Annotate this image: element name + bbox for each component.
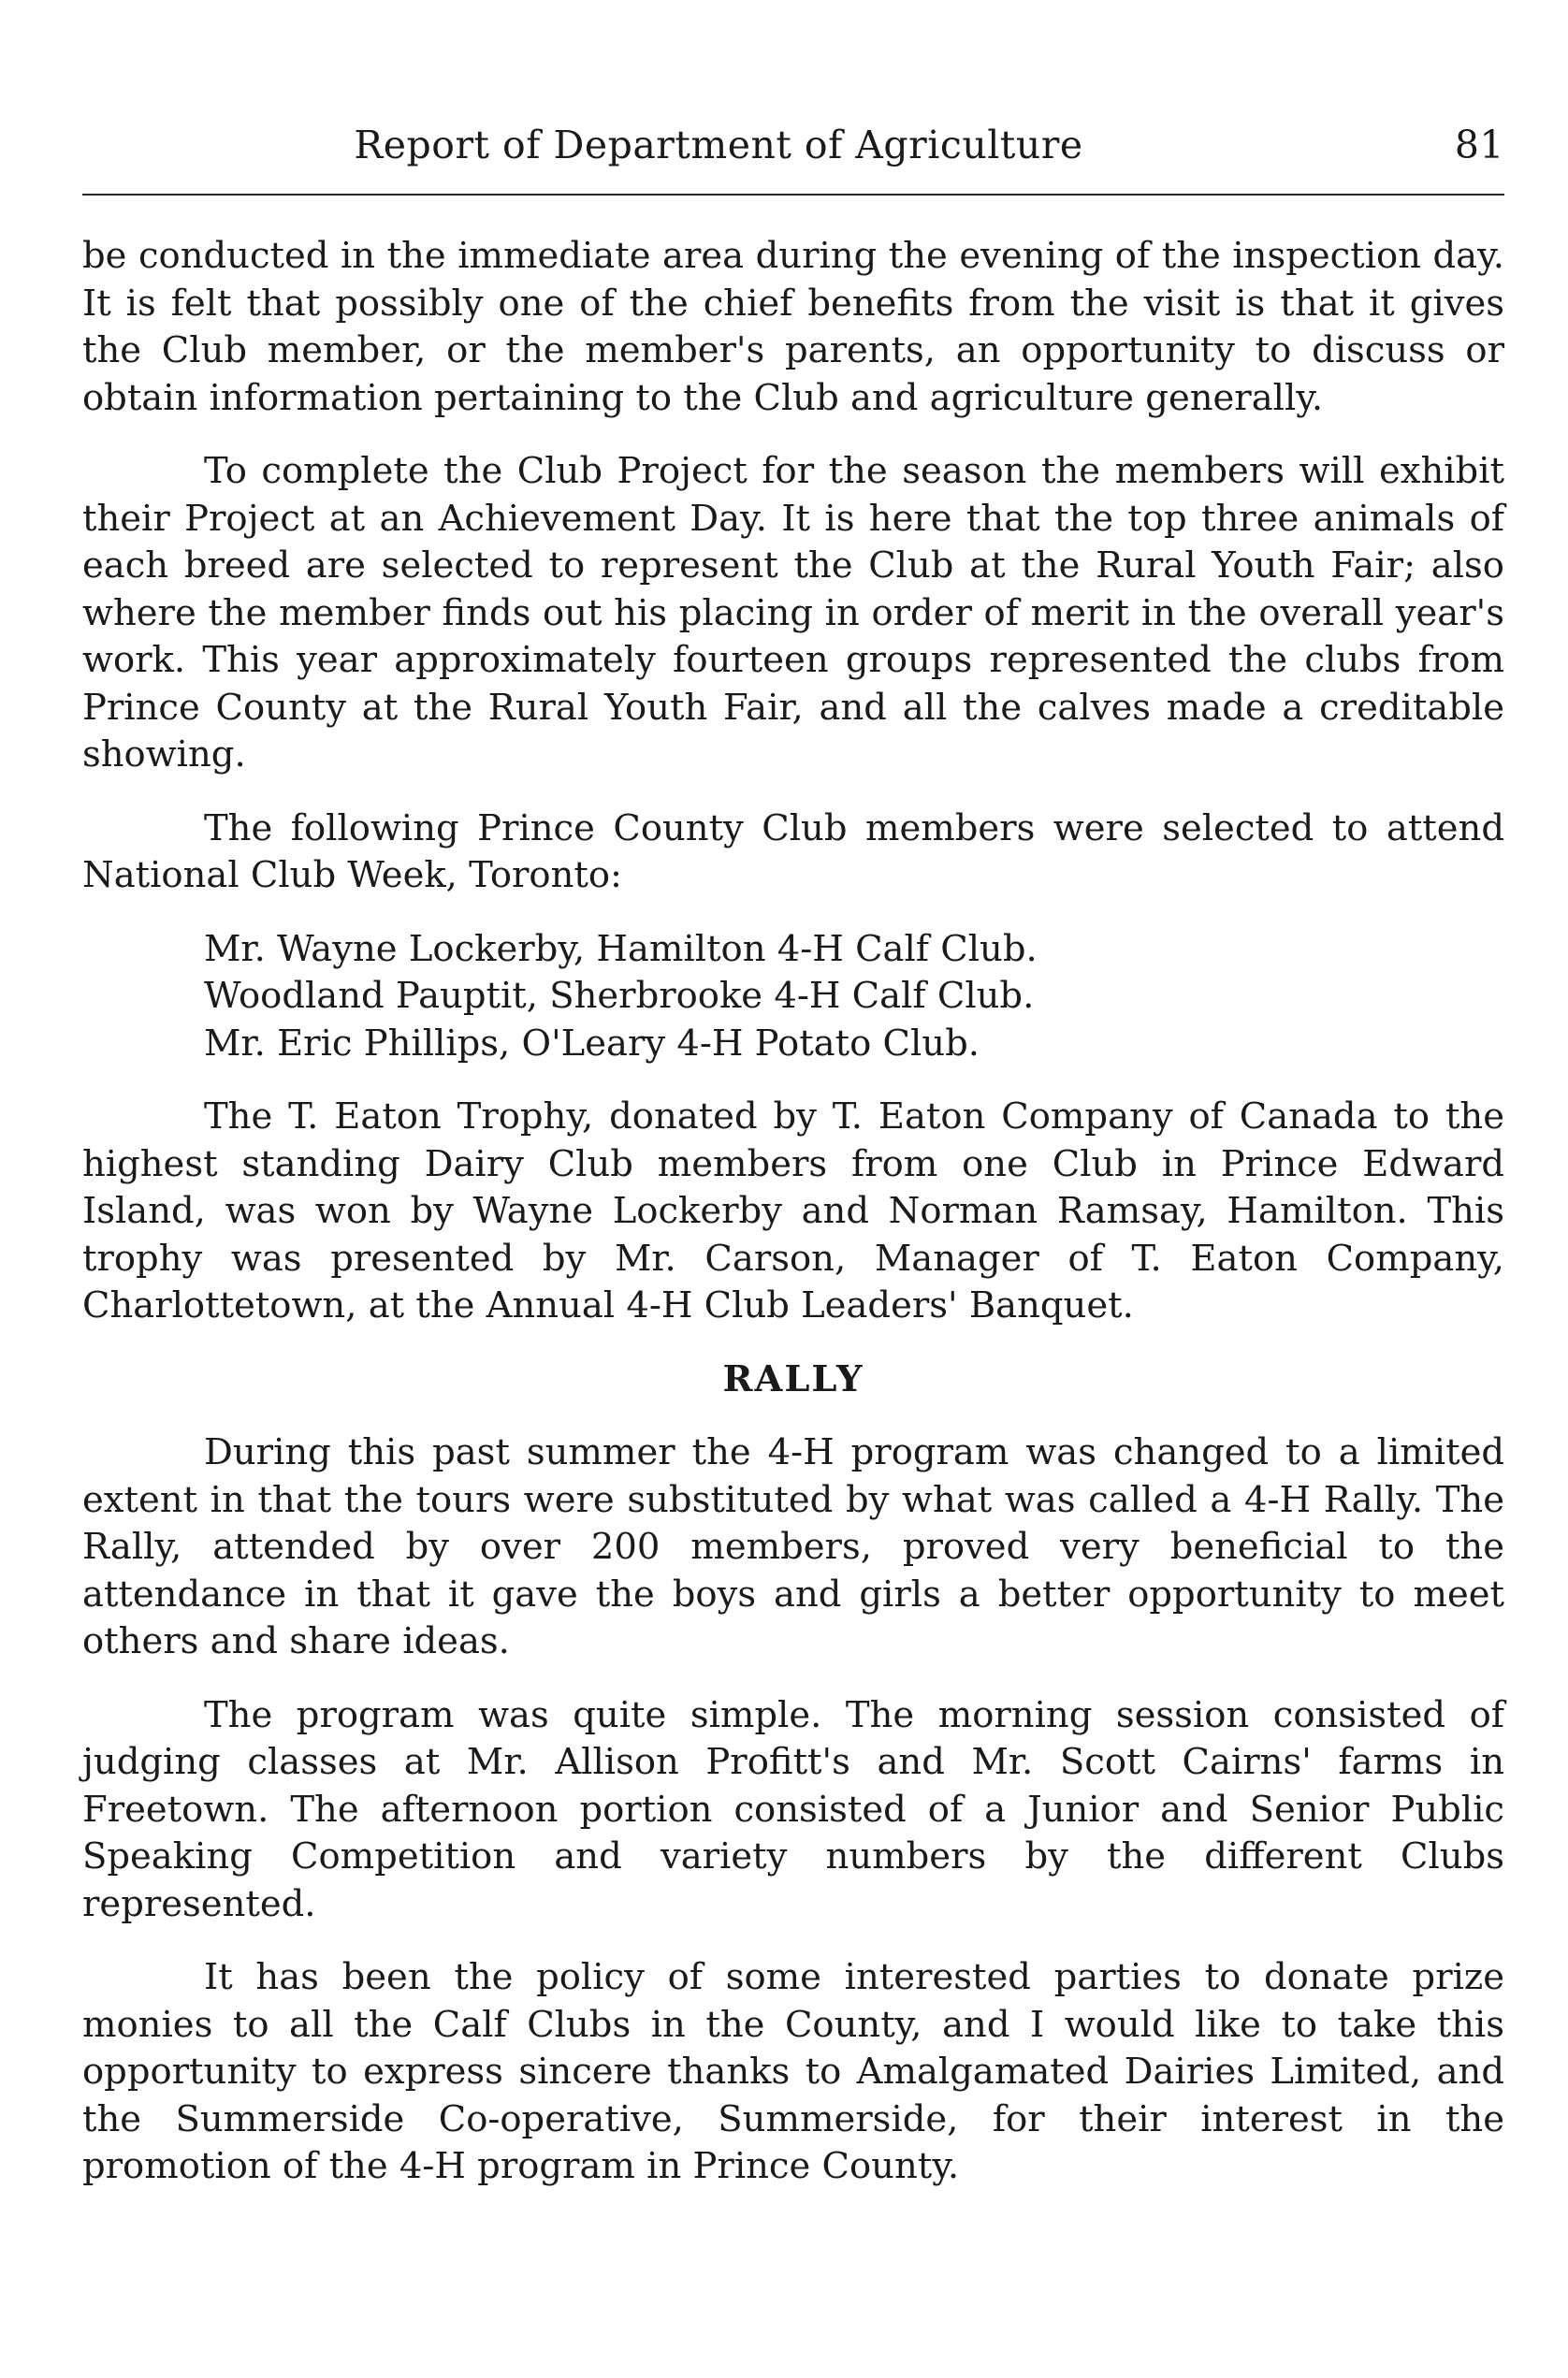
paragraph-achievement-day: To complete the Club Project for the season the members will exhibit their Project at an Achievement Day. It is here that the top three animals of each breed are selected to represent the Club at the Rural Youth Fair; also where the member finds out his placing in order of merit in the overall year's work. This year approximately fourteen groups represented the clubs from Prince County at the Rural Youth Fair, and all the calves made a creditable showing. [82, 450, 1504, 776]
list-item: Mr. Eric Phillips, O'Leary 4-H Potato Club. [204, 1022, 980, 1065]
body-text [82, 233, 1504, 2191]
running-header [82, 117, 1504, 173]
running-title: Report of Department of Agriculture [354, 123, 1083, 167]
paragraph-national-club-week: The following Prince County Club members were selected to attend National Club Week, Toronto: [82, 806, 1504, 896]
paragraph-eaton-trophy: The T. Eaton Trophy, donated by T. Eaton Company of Canada to the highest standing Dairy Club members from one Club in Prince Edward Island, was won by Wayne Lockerby and Norman Ramsay, Hamilton. This trophy was presented by Mr. Carson, Manager of T. Eaton Company, Charlottetown, at the Annual 4-H Club Leaders' Banquet. [82, 1095, 1504, 1327]
paragraph-rally: During this past summer the 4-H program was changed to a limited extent in that the tours were substituted by what was called a 4-H Rally. The Rally, attended by over 200 members, proved very beneficial to the attendance in that it gave the boys and girls a better opportunity to meet others and share ideas. [82, 1431, 1504, 1662]
section-heading: RALLY [722, 1357, 864, 1400]
page-number: 81 [1454, 123, 1504, 167]
list-item: Woodland Pauptit, Sherbrooke 4-H Calf Club. [204, 975, 1035, 1017]
header-rule [82, 194, 1504, 196]
selected-members-list [82, 926, 1504, 1068]
document-page [82, 117, 1504, 2217]
paragraph-thanks: It has been the policy of some interested parties to donate prize monies to all the Calf Clubs in the County, and I would like to take this opportunity to express sincere thanks to Amalgamated Dairies Limited, and the Summerside Co-operative, Summerside, for their interest in the promotion of the 4-H program in Prince County. [82, 1956, 1504, 2187]
list-item: Mr. Wayne Lockerby, Hamilton 4-H Calf Club. [204, 927, 1038, 970]
paragraph-continuation: be conducted in the immediate area during the evening of the inspection day. It is felt that possibly one of the chief benefits from the visit is that it gives the Club member, or the member's parents, an opportunity to discuss or obtain information pertaining to the Club and agriculture generally. [82, 235, 1504, 419]
paragraph-program: The program was quite simple. The morning session consisted of judging classes at Mr. Allison Profitt's and Mr. Scott Cairns' farms in Freetown. The afternoon portion consisted of a Junior and Senior Public Speaking Competition and variety numbers by the different Clubs represented. [82, 1693, 1504, 1925]
